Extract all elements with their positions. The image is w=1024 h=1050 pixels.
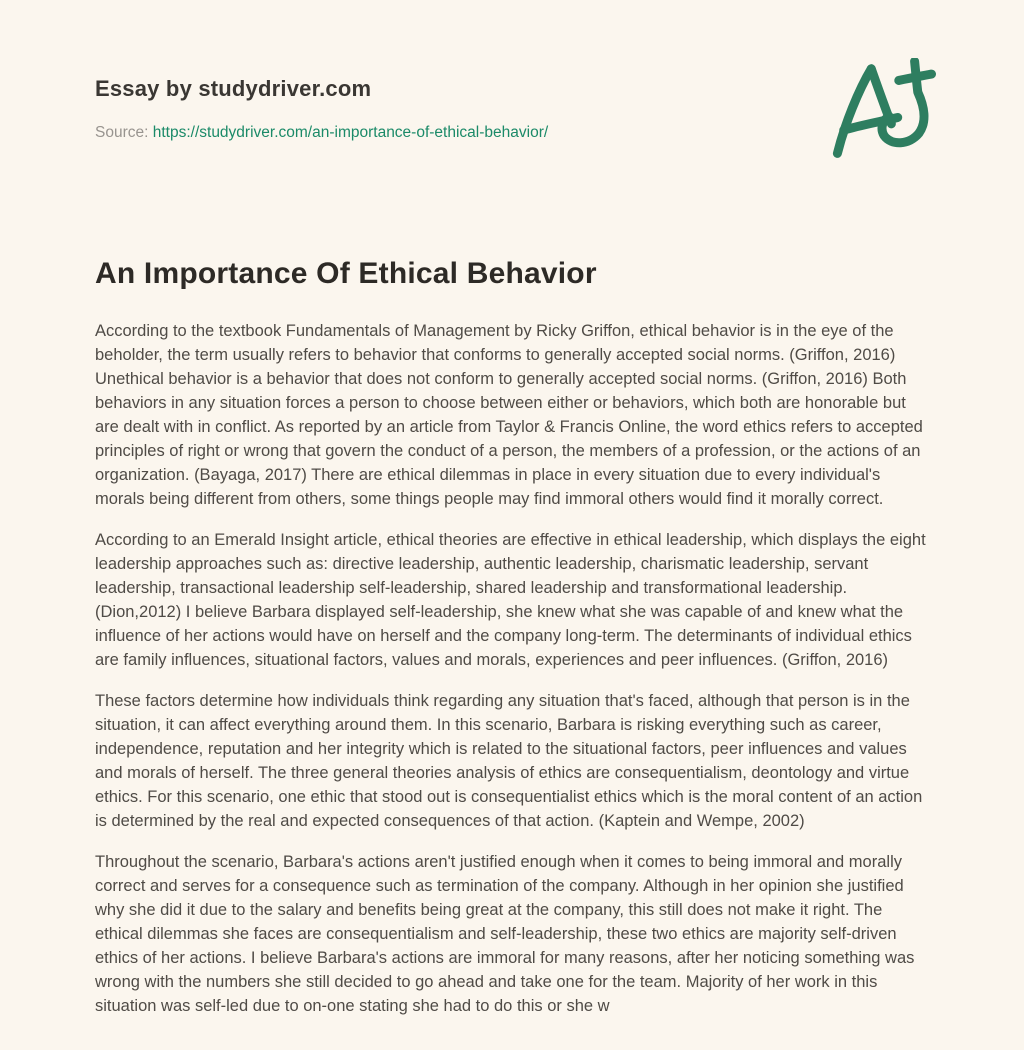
essay-paragraph: According to an Emerald Insight article, ethical theories are effective in ethical leadership, which displays the eight leadership approaches such as: directive leadership, authentic leadership, charismatic leadership, servant leadership, transactional leadership self-leadership, shared leadership and transformational leadership. (Dion,2012) I believe Barbara displayed self-leadership, she knew what she was capable of and knew what the influence of her actions would have on herself and the company long-term. The determinants of individual ethics are family influences, situational factors, values and morals, experiences and peer influences. (Griffon, 2016)	[95, 531, 926, 669]
a-plus-logo-icon	[830, 58, 940, 160]
source-link[interactable]: https://studydriver.com/an-importance-of-ethical-behavior/	[152, 124, 549, 141]
source-label: Source:	[95, 124, 149, 141]
site-header-title: Essay by studydriver.com	[95, 76, 372, 101]
essay-paragraph: According to the textbook Fundamentals of Management by Ricky Griffon, ethical behavior is in the eye of the beholder, the term usually refers to behavior that conforms to generally accepted social norms. (Griffon, 2016) Unethical behavior is a behavior that does not conform to generally accepted social norms. (Griffon, 2016) Both behaviors in any situation forces a person to choose between either or behaviors, which both are honorable but are dealt with in conflict. As reported by an article from Taylor & Francis Online, the word ethics refers to accepted principles of right or wrong that govern the conduct of a person, the members of a profession, or the actions of an organization. (Bayaga, 2017) There are ethical dilemmas in place in every situation due to every individual's morals being different from others, some things people may find immoral others would find it morally correct.	[95, 322, 923, 508]
source-line	[95, 123, 930, 143]
essay-title: An Importance Of Ethical Behavior	[95, 257, 597, 290]
essay-body	[95, 319, 930, 1018]
essay-paragraph: Throughout the scenario, Barbara's actions aren't justified enough when it comes to being immoral and morally correct and serves for a consequence such as termination of the company. Although in her opinion she justified why she did it due to the salary and benefits being great at the company, this still does not make it right. The ethical dilemmas she faces are consequentialism and self-leadership, these two ethics are majority self-driven ethics of her actions. I believe Barbara's actions are immoral for many reasons, after her noticing something was wrong with the numbers she still decided to go ahead and take one for the team. Majority of her work in this situation was self-led due to on-one stating she had to do this or she w	[95, 853, 915, 1015]
essay-paragraph: These factors determine how individuals think regarding any situation that's faced, although that person is in the situation, it can affect everything around them. In this scenario, Barbara is risking everything such as career, independence, reputation and her integrity which is related to the situational factors, peer influences and values and morals of herself. The three general theories analysis of ethics are consequentialism, deontology and virtue ethics. For this scenario, one ethic that stood out is consequentialist ethics which is the moral content of an action is determined by the real and expected consequences of that action. (Kaptein and Wempe, 2002)	[95, 692, 923, 830]
